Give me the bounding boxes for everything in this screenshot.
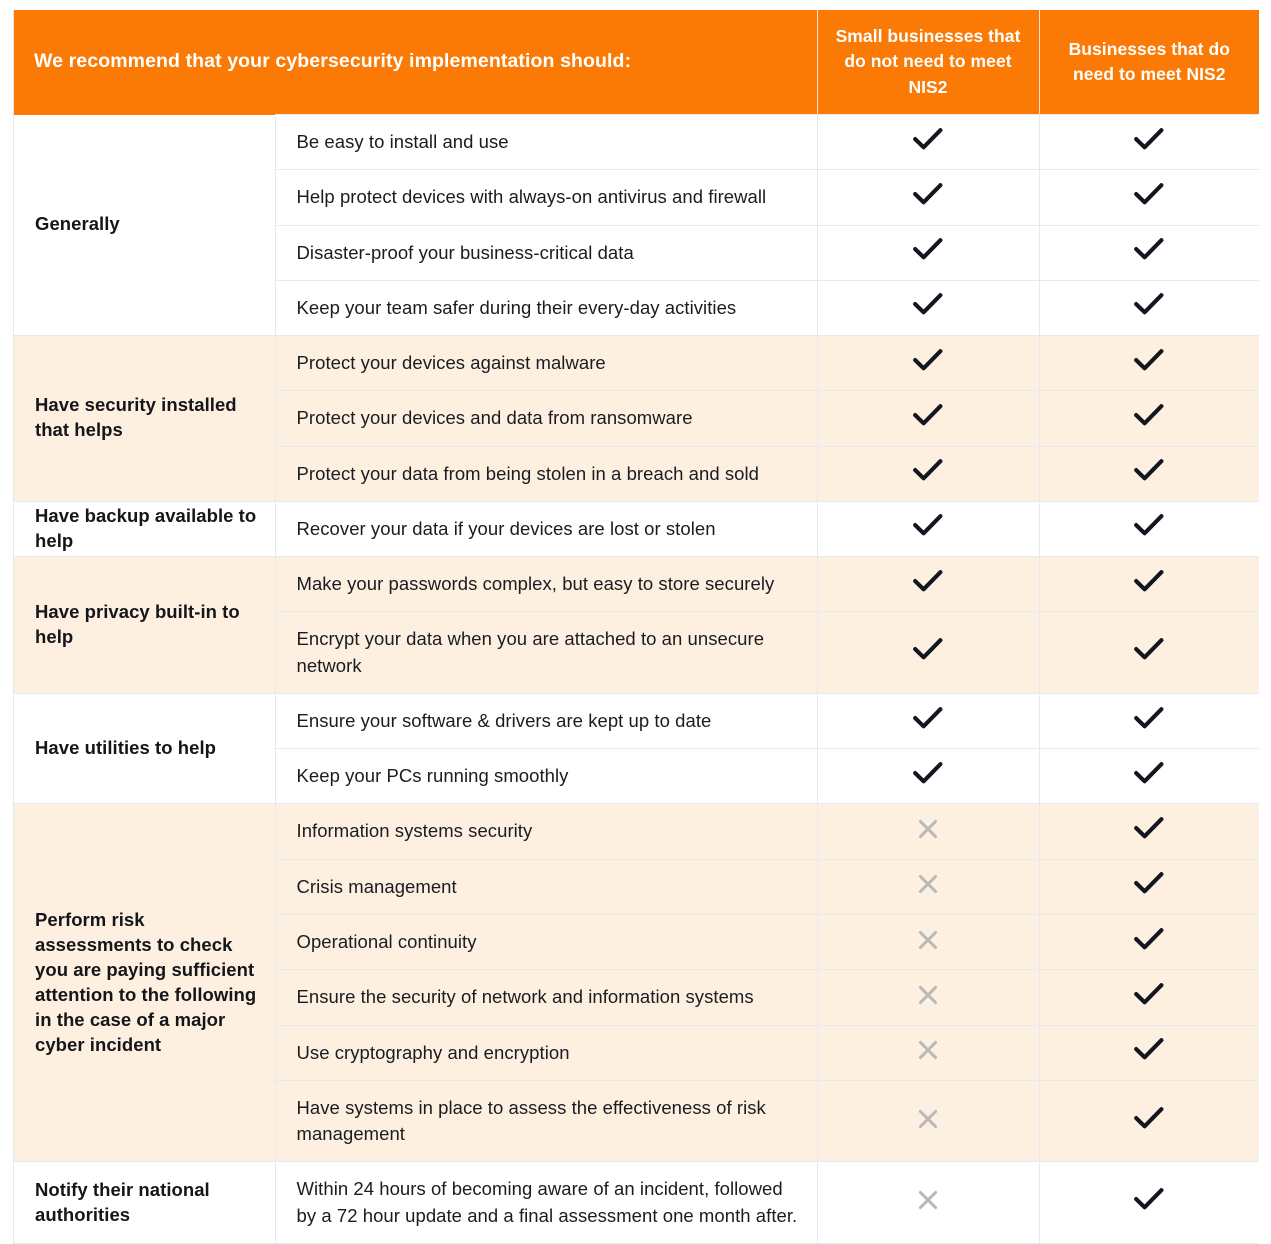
matrix-table [14, 10, 1259, 1243]
check-icon [1134, 127, 1164, 153]
cell-small-business [817, 1025, 1039, 1080]
check-icon [1134, 403, 1164, 429]
cell-nis2-business [1039, 501, 1259, 556]
cell-small-business [817, 501, 1039, 556]
recommendation-text: Keep your PCs running smoothly [275, 749, 817, 804]
check-icon [913, 706, 943, 732]
cell-small-business [817, 1080, 1039, 1162]
table-row [14, 115, 1259, 170]
recommendation-text: Disaster-proof your business-critical data [275, 225, 817, 280]
cross-icon [917, 1108, 939, 1130]
table-row [14, 557, 1259, 612]
check-icon [1134, 927, 1164, 953]
recommendation-text: Have systems in place to assess the effectiveness of risk management [275, 1080, 817, 1162]
table-row [14, 804, 1259, 859]
table-row [14, 501, 1259, 556]
recommendation-text: Be easy to install and use [275, 115, 817, 170]
cell-small-business [817, 749, 1039, 804]
cell-nis2-business [1039, 859, 1259, 914]
check-icon [913, 761, 943, 787]
cell-nis2-business [1039, 170, 1259, 225]
check-icon [1134, 1106, 1164, 1132]
check-icon [913, 182, 943, 208]
check-icon [913, 637, 943, 663]
recommendation-text: Recover your data if your devices are lost or stolen [275, 501, 817, 556]
recommendation-text: Help protect devices with always-on antivirus and firewall [275, 170, 817, 225]
cell-nis2-business [1039, 115, 1259, 170]
cell-nis2-business [1039, 1025, 1259, 1080]
cell-nis2-business [1039, 1080, 1259, 1162]
cell-nis2-business [1039, 336, 1259, 391]
check-icon [1134, 982, 1164, 1008]
check-icon [913, 513, 943, 539]
section-label: Have backup available to help [14, 501, 275, 556]
check-icon [1134, 871, 1164, 897]
cross-icon [917, 1039, 939, 1061]
recommendation-text: Protect your devices against malware [275, 336, 817, 391]
cell-small-business [817, 280, 1039, 335]
cross-icon [917, 984, 939, 1006]
cell-small-business [817, 693, 1039, 748]
section-label: Have privacy built-in to help [14, 557, 275, 694]
check-icon [913, 403, 943, 429]
header-row [14, 10, 1259, 115]
recommendation-text: Within 24 hours of becoming aware of an incident, followed by a 72 hour update and a final assessment one month after. [275, 1162, 817, 1243]
cell-nis2-business [1039, 391, 1259, 446]
cell-small-business [817, 612, 1039, 694]
section-label: Have security installed that helps [14, 336, 275, 502]
table-body [14, 115, 1259, 1243]
recommendation-text: Crisis management [275, 859, 817, 914]
table-header [14, 10, 1259, 115]
recommendation-text: Make your passwords complex, but easy to store securely [275, 557, 817, 612]
recommendation-text: Information systems security [275, 804, 817, 859]
check-icon [913, 348, 943, 374]
cell-nis2-business [1039, 914, 1259, 969]
cell-nis2-business [1039, 804, 1259, 859]
check-icon [1134, 816, 1164, 842]
cross-icon [917, 873, 939, 895]
cell-small-business [817, 804, 1039, 859]
section-label: Have utilities to help [14, 693, 275, 804]
check-icon [1134, 458, 1164, 484]
recommendation-text: Protect your data from being stolen in a breach and sold [275, 446, 817, 501]
header-main-title: We recommend that your cybersecurity implementation should: [14, 10, 817, 115]
cell-small-business [817, 170, 1039, 225]
check-icon [1134, 237, 1164, 263]
check-icon [913, 127, 943, 153]
cell-nis2-business [1039, 749, 1259, 804]
check-icon [913, 237, 943, 263]
cell-nis2-business [1039, 693, 1259, 748]
cell-small-business [817, 859, 1039, 914]
check-icon [1134, 1037, 1164, 1063]
cross-icon [917, 929, 939, 951]
cell-small-business [817, 1162, 1039, 1243]
cell-small-business [817, 557, 1039, 612]
check-icon [1134, 292, 1164, 318]
cell-small-business [817, 446, 1039, 501]
check-icon [1134, 637, 1164, 663]
cell-nis2-business [1039, 612, 1259, 694]
section-label: Notify their national authorities [14, 1162, 275, 1243]
cell-nis2-business [1039, 557, 1259, 612]
check-icon [1134, 706, 1164, 732]
check-icon [913, 458, 943, 484]
check-icon [1134, 761, 1164, 787]
cell-small-business [817, 914, 1039, 969]
section-label: Perform risk assessments to check you are paying sufficient attention to the following in the case of a major cyber incident [14, 804, 275, 1162]
check-icon [1134, 182, 1164, 208]
recommendation-text: Keep your team safer during their every-day activities [275, 280, 817, 335]
cell-small-business [817, 336, 1039, 391]
table-row [14, 1162, 1259, 1243]
cell-nis2-business [1039, 446, 1259, 501]
recommendation-text: Use cryptography and encryption [275, 1025, 817, 1080]
cross-icon [917, 1189, 939, 1211]
recommendation-matrix [13, 10, 1258, 1244]
cell-small-business [817, 115, 1039, 170]
header-col-small-business: Small businesses that do not need to meet NIS2 [817, 10, 1039, 115]
check-icon [1134, 348, 1164, 374]
cell-nis2-business [1039, 1162, 1259, 1243]
cross-icon [917, 818, 939, 840]
check-icon [1134, 513, 1164, 539]
check-icon [1134, 1187, 1164, 1213]
check-icon [913, 292, 943, 318]
cell-small-business [817, 970, 1039, 1025]
cell-nis2-business [1039, 970, 1259, 1025]
recommendation-text: Protect your devices and data from ransomware [275, 391, 817, 446]
cell-small-business [817, 225, 1039, 280]
recommendation-text: Ensure your software & drivers are kept up to date [275, 693, 817, 748]
check-icon [913, 569, 943, 595]
table-row [14, 336, 1259, 391]
recommendation-text: Ensure the security of network and information systems [275, 970, 817, 1025]
section-label: Generally [14, 115, 275, 336]
recommendation-text: Operational continuity [275, 914, 817, 969]
recommendation-text: Encrypt your data when you are attached to an unsecure network [275, 612, 817, 694]
cell-small-business [817, 391, 1039, 446]
header-col-nis2-business: Businesses that do need to meet NIS2 [1039, 10, 1259, 115]
check-icon [1134, 569, 1164, 595]
table-row [14, 693, 1259, 748]
cell-nis2-business [1039, 225, 1259, 280]
cell-nis2-business [1039, 280, 1259, 335]
